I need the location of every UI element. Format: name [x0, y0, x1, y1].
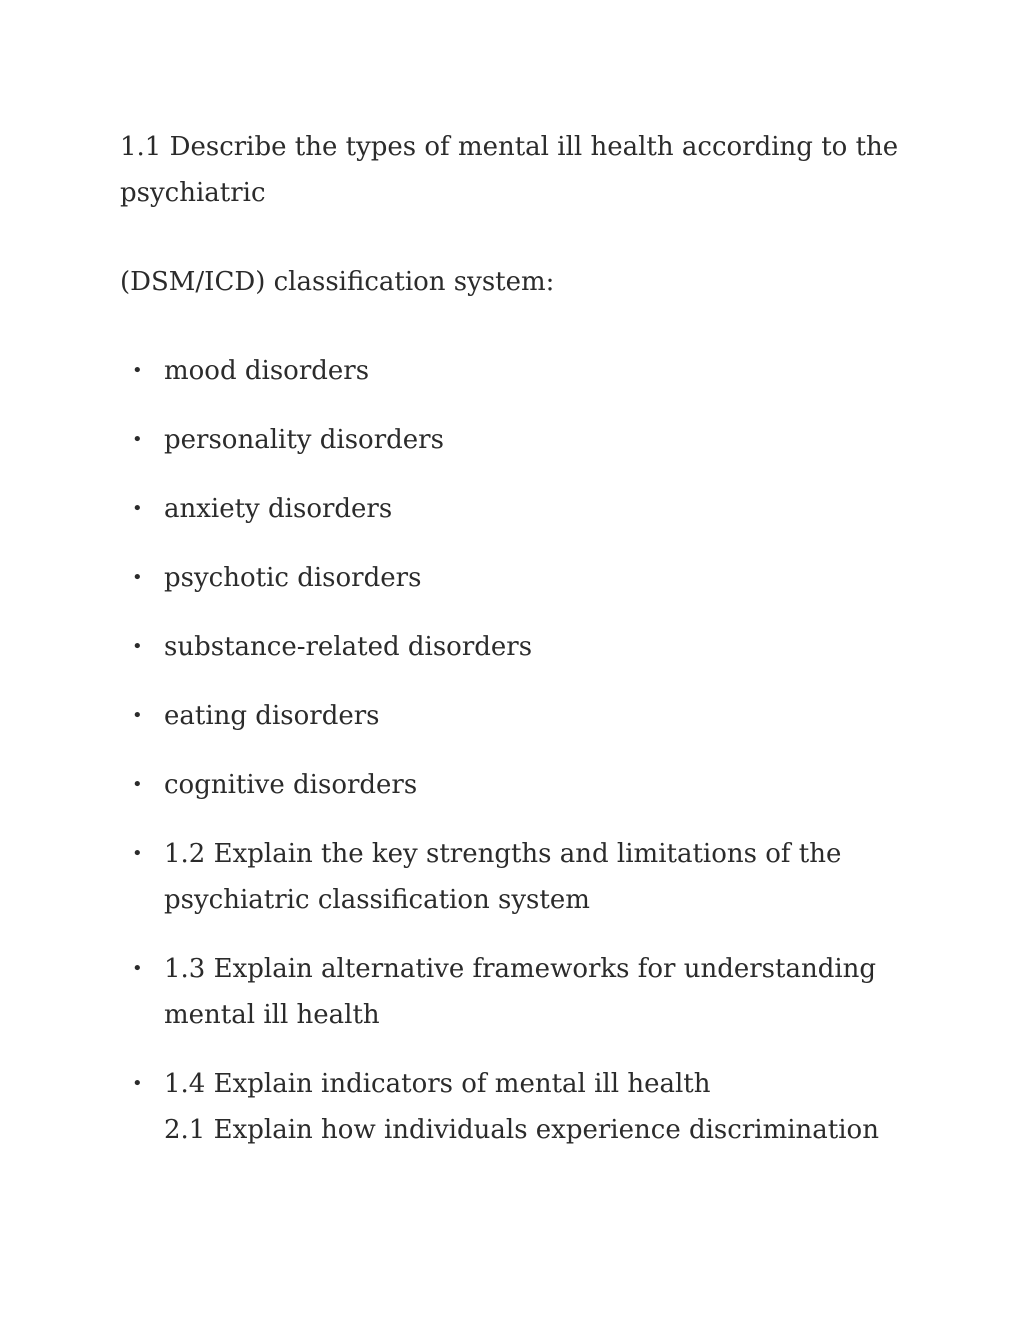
- document-page: [120, 124, 900, 1176]
- intro-paragraph-continued: (DSM/ICD) classification system:: [120, 267, 555, 297]
- list-item-text: substance-related disorders: [164, 632, 533, 662]
- list-item: [120, 486, 900, 532]
- list-item-text: cognitive disorders: [164, 770, 418, 800]
- list-item: [120, 624, 900, 670]
- bullet-icon: •: [132, 843, 143, 864]
- list-item: [120, 1061, 900, 1153]
- list-item: [120, 762, 900, 808]
- list-item-text-continued: 2.1 Explain how individuals experience discrimination: [164, 1115, 879, 1145]
- bullet-icon: •: [132, 567, 143, 588]
- list-item-text: psychotic disorders: [164, 563, 422, 593]
- disorder-list: [120, 348, 900, 1153]
- list-item: [120, 831, 900, 923]
- bullet-icon: •: [132, 429, 143, 450]
- list-item-text: eating disorders: [164, 701, 380, 731]
- list-item-text: mood disorders: [164, 356, 370, 386]
- list-item-text: 1.4 Explain indicators of mental ill health: [164, 1069, 711, 1099]
- intro-paragraph: 1.1 Describe the types of mental ill health according to the psychiatric: [120, 132, 899, 208]
- list-item: [120, 555, 900, 601]
- list-item: [120, 348, 900, 394]
- bullet-icon: •: [132, 360, 143, 381]
- bullet-icon: •: [132, 498, 143, 519]
- list-item: [120, 946, 900, 1038]
- list-item: [120, 693, 900, 739]
- bullet-icon: •: [132, 1073, 143, 1094]
- list-item: [120, 417, 900, 463]
- list-item-text: 1.2 Explain the key strengths and limitations of the psychiatric classification system: [164, 839, 842, 915]
- list-item-text: 1.3 Explain alternative frameworks for understanding mental ill health: [164, 954, 877, 1030]
- list-item-text: personality disorders: [164, 425, 444, 455]
- bullet-icon: •: [132, 958, 143, 979]
- list-item-text: anxiety disorders: [164, 494, 393, 524]
- bullet-icon: •: [132, 636, 143, 657]
- bullet-icon: •: [132, 705, 143, 726]
- bullet-icon: •: [132, 774, 143, 795]
